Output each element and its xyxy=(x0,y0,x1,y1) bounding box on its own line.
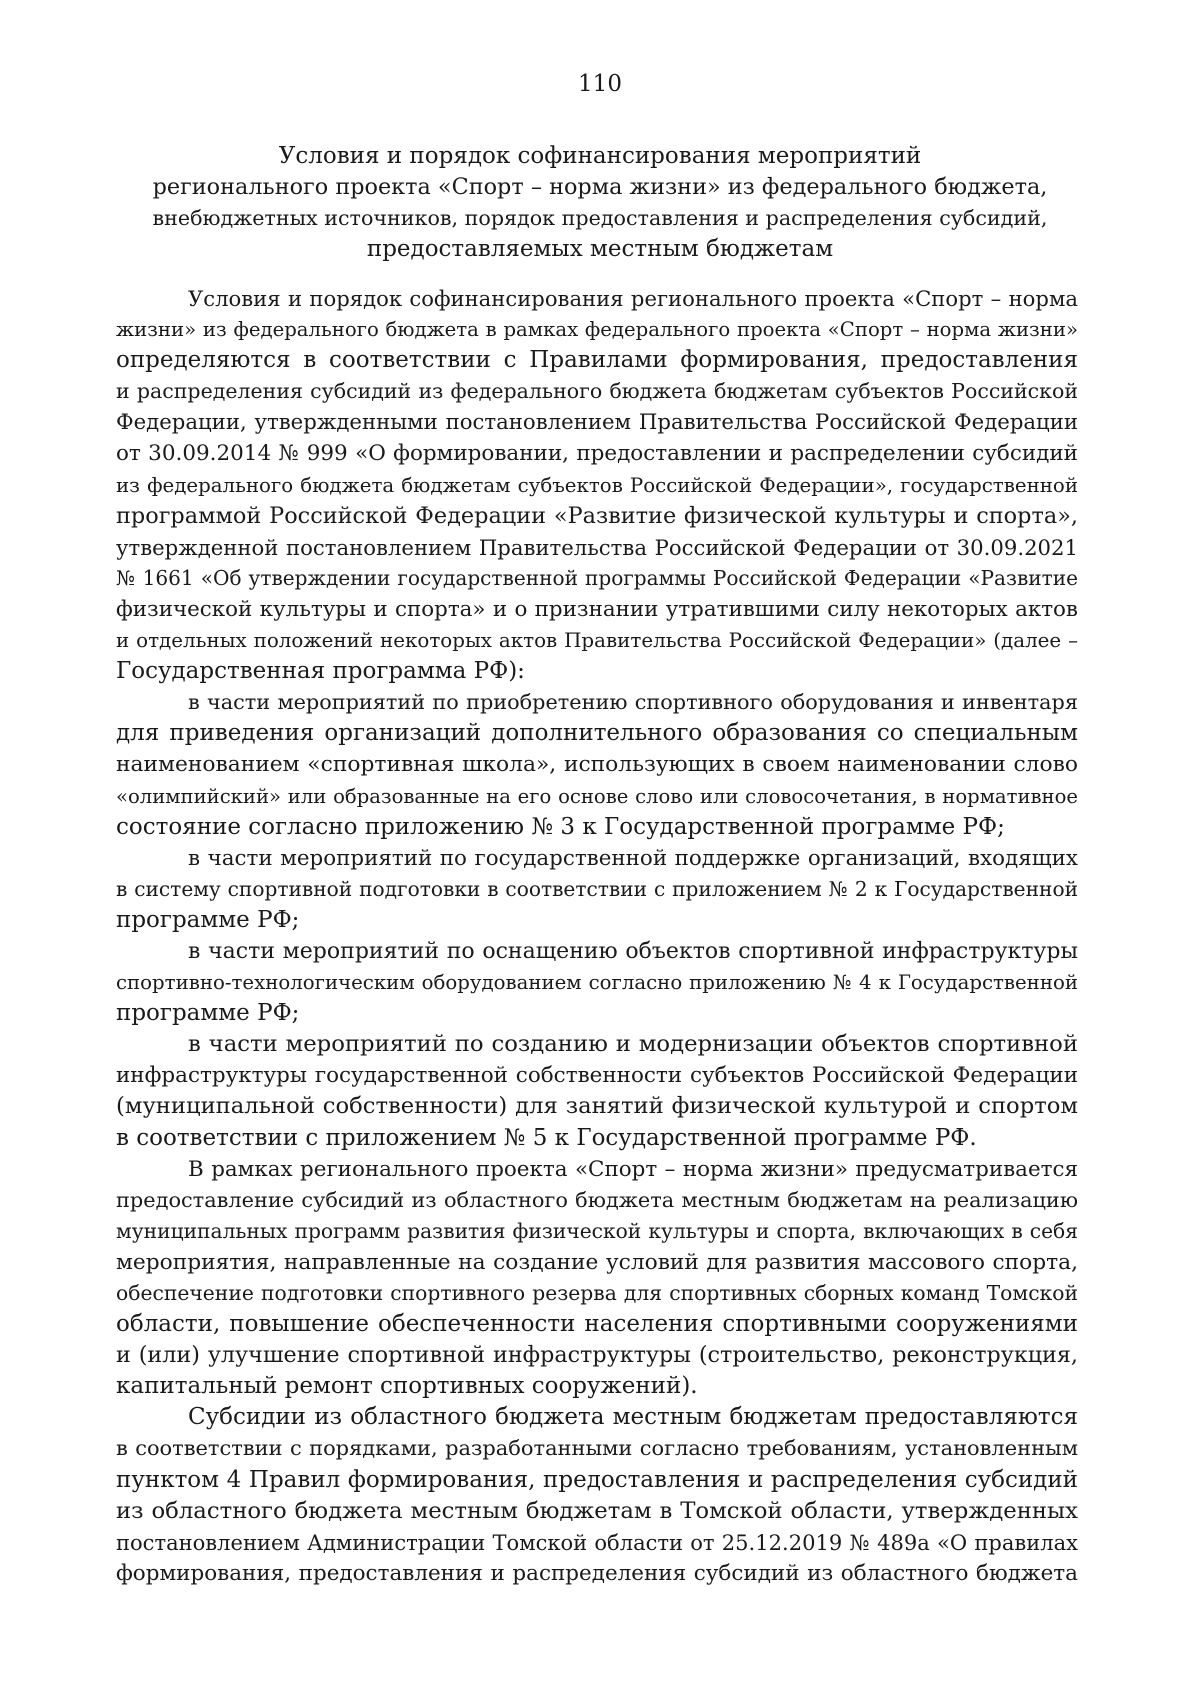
text-line: капитальный ремонт спортивных сооружений). xyxy=(116,1373,698,1400)
text-line: и распределения субсидий из федерального бюджета бюджетам субъектов Российской xyxy=(116,379,1078,404)
text-line: жизни» из федерального бюджета в рамках федерального проекта «Спорт – норма жизни» xyxy=(116,318,1078,342)
text-line: от 30.09.2014 № 999 «О формировании, предоставлении и распределении субсидий xyxy=(116,441,1078,467)
text-line: из федерального бюджета бюджетам субъектов Российской Федерации», государственной xyxy=(116,473,1078,497)
text-line: и отдельных положений некоторых актов Правительства Российской Федерации» (далее – xyxy=(116,629,1078,653)
title-line: регионального проекта «Спорт – норма жизни» из федерального бюджета, xyxy=(152,174,1048,200)
text-line: постановлением Администрации Томской области от 25.12.2019 № 489а «О правилах xyxy=(116,1529,1078,1555)
text-line: в части мероприятий по оснащению объектов спортивной инфраструктуры xyxy=(188,938,1078,964)
text-line: наименованием «спортивная школа», использующих в своем наименовании слово xyxy=(116,752,1078,778)
text-line: «олимпийский» или образованные на его основе слово или словосочетания, в нормативное xyxy=(116,784,1078,808)
text-line: (муниципальной собственности) для занятий физической культурой и спортом xyxy=(116,1093,1078,1120)
text-line: мероприятия, направленные на создание условий для развития массового спорта, xyxy=(116,1249,1078,1275)
text-line: инфраструктуры государственной собственности субъектов Российской Федерации xyxy=(116,1063,1078,1089)
text-line: в части мероприятий по государственной поддержке организаций, входящих xyxy=(188,845,1078,871)
text-line: пунктом 4 Правил формирования, предоставления и распределения субсидий xyxy=(116,1466,1078,1493)
text-line: физической культуры и спорта» и о признании утратившими силу некоторых актов xyxy=(116,596,1078,622)
text-line: В рамках регионального проекта «Спорт – норма жизни» предусматривается xyxy=(188,1156,1078,1182)
text-line: в части мероприятий по приобретению спортивного оборудования и инвентаря xyxy=(188,690,1078,715)
text-line: Государственная программа РФ): xyxy=(116,658,525,685)
text-line: утвержденной постановлением Правительства Российской Федерации от 30.09.2021 xyxy=(116,534,1078,560)
text-line: программой Российской Федерации «Развитие физической культуры и спорта», xyxy=(116,502,1078,529)
text-line: в соответствии с приложением № 5 к Государственной программе РФ. xyxy=(116,1124,977,1151)
text-line: в соответствии с порядками, разработанными согласно требованиям, установленным xyxy=(116,1436,1078,1461)
text-line: обеспечение подготовки спортивного резерва для спортивных сборных команд Томской xyxy=(116,1281,1078,1305)
text-line: программе РФ; xyxy=(116,1000,300,1027)
text-line: для приведения организаций дополнительного образования со специальным xyxy=(116,720,1078,747)
text-line: Субсидии из областного бюджета местным бюджетам предоставляются xyxy=(188,1404,1078,1431)
text-line: формирования, предоставления и распределения субсидий из областного бюджета xyxy=(116,1560,1078,1586)
page-number: 110 xyxy=(578,71,622,97)
title-line: внебюджетных источников, порядок предоставления и распределения субсидий, xyxy=(152,206,1048,230)
text-line: состояние согласно приложению № 3 к Государственной программе РФ; xyxy=(116,813,1005,840)
body-text xyxy=(116,283,1078,1589)
text-line: в части мероприятий по созданию и модернизации объектов спортивной xyxy=(188,1031,1078,1058)
text-line: в систему спортивной подготовки в соответствии с приложением № 2 к Государственной xyxy=(116,876,1078,901)
text-line: области, повышение обеспеченности населения спортивными сооружениями xyxy=(116,1311,1078,1338)
title-line: Условия и порядок софинансирования мероприятий xyxy=(278,143,922,169)
section-title xyxy=(150,141,1050,265)
text-line: из областного бюджета местным бюджетам в Томской области, утвержденных xyxy=(116,1497,1078,1524)
text-line: определяются в соответствии с Правилами формирования, предоставления xyxy=(116,347,1078,374)
text-line: спортивно-технологическим оборудованием согласно приложению № 4 к Государственной xyxy=(116,971,1078,995)
text-line: и (или) улучшение спортивной инфраструктуры (строительство, реконструкция, xyxy=(116,1342,1078,1369)
text-line: программе РФ; xyxy=(116,906,300,933)
text-line: Условия и порядок софинансирования регионального проекта «Спорт – норма xyxy=(188,286,1078,311)
title-line: предоставляемых местным бюджетам xyxy=(366,236,834,262)
text-line: предоставление субсидий из областного бюджета местным бюджетам на реализацию xyxy=(116,1187,1078,1212)
text-line: № 1661 «Об утверждении государственной программы Российской Федерации «Развитие xyxy=(116,565,1078,590)
text-line: муниципальных программ развития физической культуры и спорта, включающих в себя xyxy=(116,1218,1078,1243)
text-line: Федерации, утвержденными постановлением Правительства Российской Федерации xyxy=(116,410,1078,436)
